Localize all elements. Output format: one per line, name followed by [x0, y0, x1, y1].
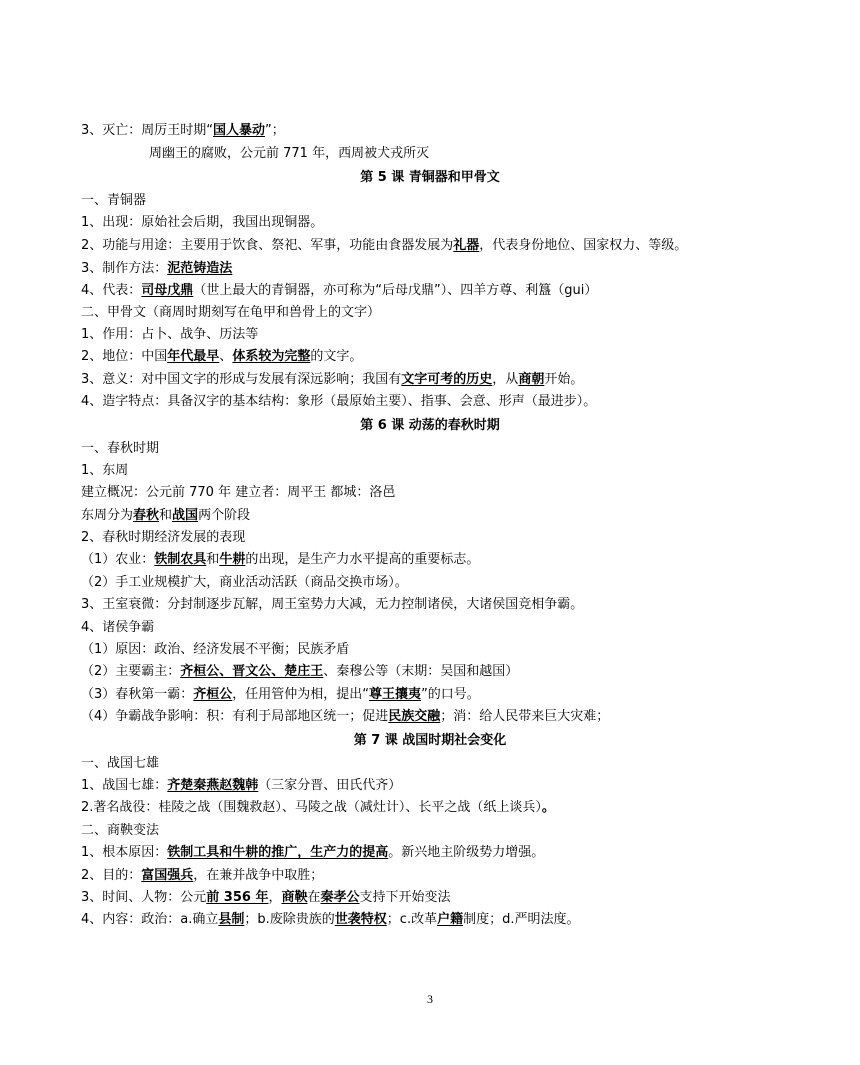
text-segment: 第 6 课 动荡的春秋时期: [360, 418, 500, 433]
text-segment: （3）春秋第一霸：: [81, 687, 194, 702]
key-term: 齐楚秦燕赵魏韩: [167, 778, 259, 793]
text-line: [81, 302, 380, 324]
text-line: [81, 391, 596, 413]
text-line: [81, 684, 480, 706]
text-line: [81, 639, 349, 661]
page-number: 3: [427, 992, 433, 1006]
text-line: [81, 482, 395, 504]
text-segment: 3、王室衰微：分封制逐步瓦解，周王室势力大减，无力控制诸侯，大诸侯国竞相争霸。: [81, 597, 584, 612]
text-segment: ，在兼并战争中取胜；: [193, 868, 324, 883]
text-segment: 一、战国七雄: [81, 756, 160, 771]
text-segment: 二、甲骨文（商周时期刻写在龟甲和兽骨上的文字）: [81, 305, 381, 320]
text-segment: ，从: [492, 372, 519, 387]
text-line: [81, 505, 250, 527]
text-line: [81, 820, 159, 842]
text-line: [81, 190, 146, 212]
key-term: 战国: [172, 508, 199, 523]
key-term: 泥范铸造法: [167, 261, 233, 276]
key-term: 商朝: [518, 372, 545, 387]
text-segment: 1、出现：原始社会后期，我国出现铜器。: [81, 215, 324, 230]
text-segment: 1、东周: [81, 463, 129, 478]
text-segment: 一、青铜器: [81, 193, 147, 208]
text-line: [81, 594, 583, 616]
text-line: [81, 797, 555, 819]
text-line: [81, 346, 362, 368]
text-segment: 二、商鞅变法: [81, 823, 160, 838]
text-segment: 。新兴地主阶级势力增强。: [388, 845, 545, 860]
text-segment: 在: [307, 890, 321, 905]
text-segment: ；消：给人民带来巨大灾难；: [440, 709, 610, 724]
text-line: [81, 842, 544, 864]
key-term: 司母戊鼎: [141, 283, 194, 298]
key-term: 世袭特权: [334, 912, 387, 927]
text-line: [81, 706, 609, 728]
text-segment: 和: [206, 552, 220, 567]
text-segment: 开始。: [544, 372, 584, 387]
text-line: [81, 460, 128, 482]
key-term: 文字可考的历史: [401, 372, 493, 387]
text-line: [81, 909, 579, 931]
text-segment: 4、造字特点：具备汉字的基本结构：象形（最原始主要）、指事、会意、形声（最进步）。: [81, 394, 597, 409]
text-line: [81, 324, 258, 346]
key-term: 牛耕: [219, 552, 246, 567]
text-line: [81, 887, 451, 909]
text-segment: ；c.改革: [386, 912, 438, 927]
text-segment: 一、春秋时期: [81, 441, 160, 456]
text-segment: 3、时间、人物：公元: [81, 890, 207, 905]
text-segment: 建立概况：公元前 770 年 建立者：周平王 都城：洛邑: [81, 485, 396, 500]
text-segment: 。: [541, 800, 555, 815]
text-segment: 东周分为: [81, 508, 134, 523]
text-line: [81, 753, 159, 775]
text-segment: 两个阶段: [198, 508, 251, 523]
key-term: 前 356 年: [206, 890, 269, 905]
text-segment: 1、战国七雄：: [81, 778, 168, 793]
text-line: [81, 212, 323, 234]
key-term: 铁制农具: [154, 552, 207, 567]
text-segment: 3、灭亡：周厉王时期“: [81, 123, 214, 138]
text-segment: 周幽王的腐败，公元前 771 年，西周被犬戎所灭: [149, 146, 430, 161]
text-segment: 、秦穆公等（末期：吴国和越国）: [323, 664, 519, 679]
text-line: [81, 865, 323, 887]
key-term: 年代最早: [167, 349, 220, 364]
text-line: [81, 572, 408, 594]
text-segment: （2）主要霸主：: [81, 664, 181, 679]
text-segment: 和: [159, 508, 173, 523]
text-line: [81, 258, 232, 280]
text-segment: 4、诸侯争霸: [81, 620, 155, 635]
text-segment: 的出现，是生产力水平提高的重要标志。: [245, 552, 480, 567]
text-segment: 2、功能与用途：主要用于饮食、祭祀、军事，功能由食器发展为: [81, 238, 454, 253]
text-segment: ，: [268, 890, 282, 905]
text-segment: （2）手工业规模扩大，商业活动活跃（商品交换市场）。: [81, 575, 408, 590]
text-line: [149, 143, 429, 165]
key-term: 齐桓公、晋文公、楚庄王: [180, 664, 324, 679]
text-line: [81, 617, 154, 639]
text-segment: （4）争霸战争影响：积：有利于局部地区统一；促进: [81, 709, 389, 724]
text-segment: （1）原因：政治、经济发展不平衡；民族矛盾: [81, 642, 350, 657]
text-segment: 4、代表：: [81, 283, 142, 298]
key-term: 户籍: [437, 912, 464, 927]
text-segment: ”；: [265, 123, 285, 138]
text-line: [81, 661, 518, 683]
text-segment: （世上最大的青铜器，亦可称为“后母戊鼎”）、四羊方尊、利簋（gui）: [193, 283, 598, 298]
text-segment: 3、制作方法：: [81, 261, 168, 276]
text-line: [81, 527, 245, 549]
text-line: [81, 775, 401, 797]
text-segment: 1、根本原因：: [81, 845, 168, 860]
key-term: 富国强兵: [141, 868, 194, 883]
text-segment: 2、目的：: [81, 868, 142, 883]
section-title: [0, 167, 860, 189]
key-term: 国人暴动: [213, 123, 266, 138]
key-term: 民族交融: [388, 709, 441, 724]
text-segment: （1）农业：: [81, 552, 155, 567]
text-line: [81, 280, 597, 302]
text-line: [81, 438, 159, 460]
text-segment: 第 5 课 青铜器和甲骨文: [360, 170, 500, 185]
key-term: 商鞅: [281, 890, 308, 905]
text-segment: 2、地位：中国: [81, 349, 168, 364]
key-term: 秦孝公: [320, 890, 360, 905]
text-line: [81, 549, 479, 571]
text-segment: 第 7 课 战国时期社会变化: [353, 733, 507, 748]
section-title: [0, 415, 860, 437]
text-segment: 3、意义：对中国文字的形成与发展有深远影响；我国有: [81, 372, 402, 387]
text-segment: ，代表身份地位、国家权力、等级。: [479, 238, 688, 253]
text-segment: 1、作用：占卜、战争、历法等: [81, 327, 259, 342]
text-line: [81, 369, 583, 391]
text-segment: 的文字。: [310, 349, 363, 364]
key-term: 铁制工具和牛耕的推广，生产力的提高: [167, 845, 389, 860]
key-term: 春秋: [133, 508, 160, 523]
section-title: [0, 730, 860, 752]
text-segment: 制度；d.严明法度。: [463, 912, 580, 927]
text-segment: 支持下开始变法: [359, 890, 451, 905]
key-term: 尊王攘夷: [369, 687, 422, 702]
key-term: 体系较为完整: [232, 349, 311, 364]
text-segment: （三家分晋、田氏代齐）: [258, 778, 402, 793]
text-segment: ，任用管仲为相，提出“: [232, 687, 370, 702]
key-term: 齐桓公: [193, 687, 233, 702]
text-line: [81, 235, 687, 257]
text-line: [81, 120, 285, 142]
text-segment: 4、内容：政治：a.确立: [81, 912, 219, 927]
key-term: 县制: [218, 912, 245, 927]
text-segment: ；b.废除贵族的: [244, 912, 335, 927]
text-segment: 2.著名战役：桂陵之战（围魏救赵）、马陵之战（减灶计）、长平之战（纸上谈兵）: [81, 800, 542, 815]
text-segment: ”的口号。: [421, 687, 480, 702]
text-segment: 2、春秋时期经济发展的表现: [81, 530, 246, 545]
key-term: 礼器: [453, 238, 480, 253]
text-segment: 、: [219, 349, 233, 364]
